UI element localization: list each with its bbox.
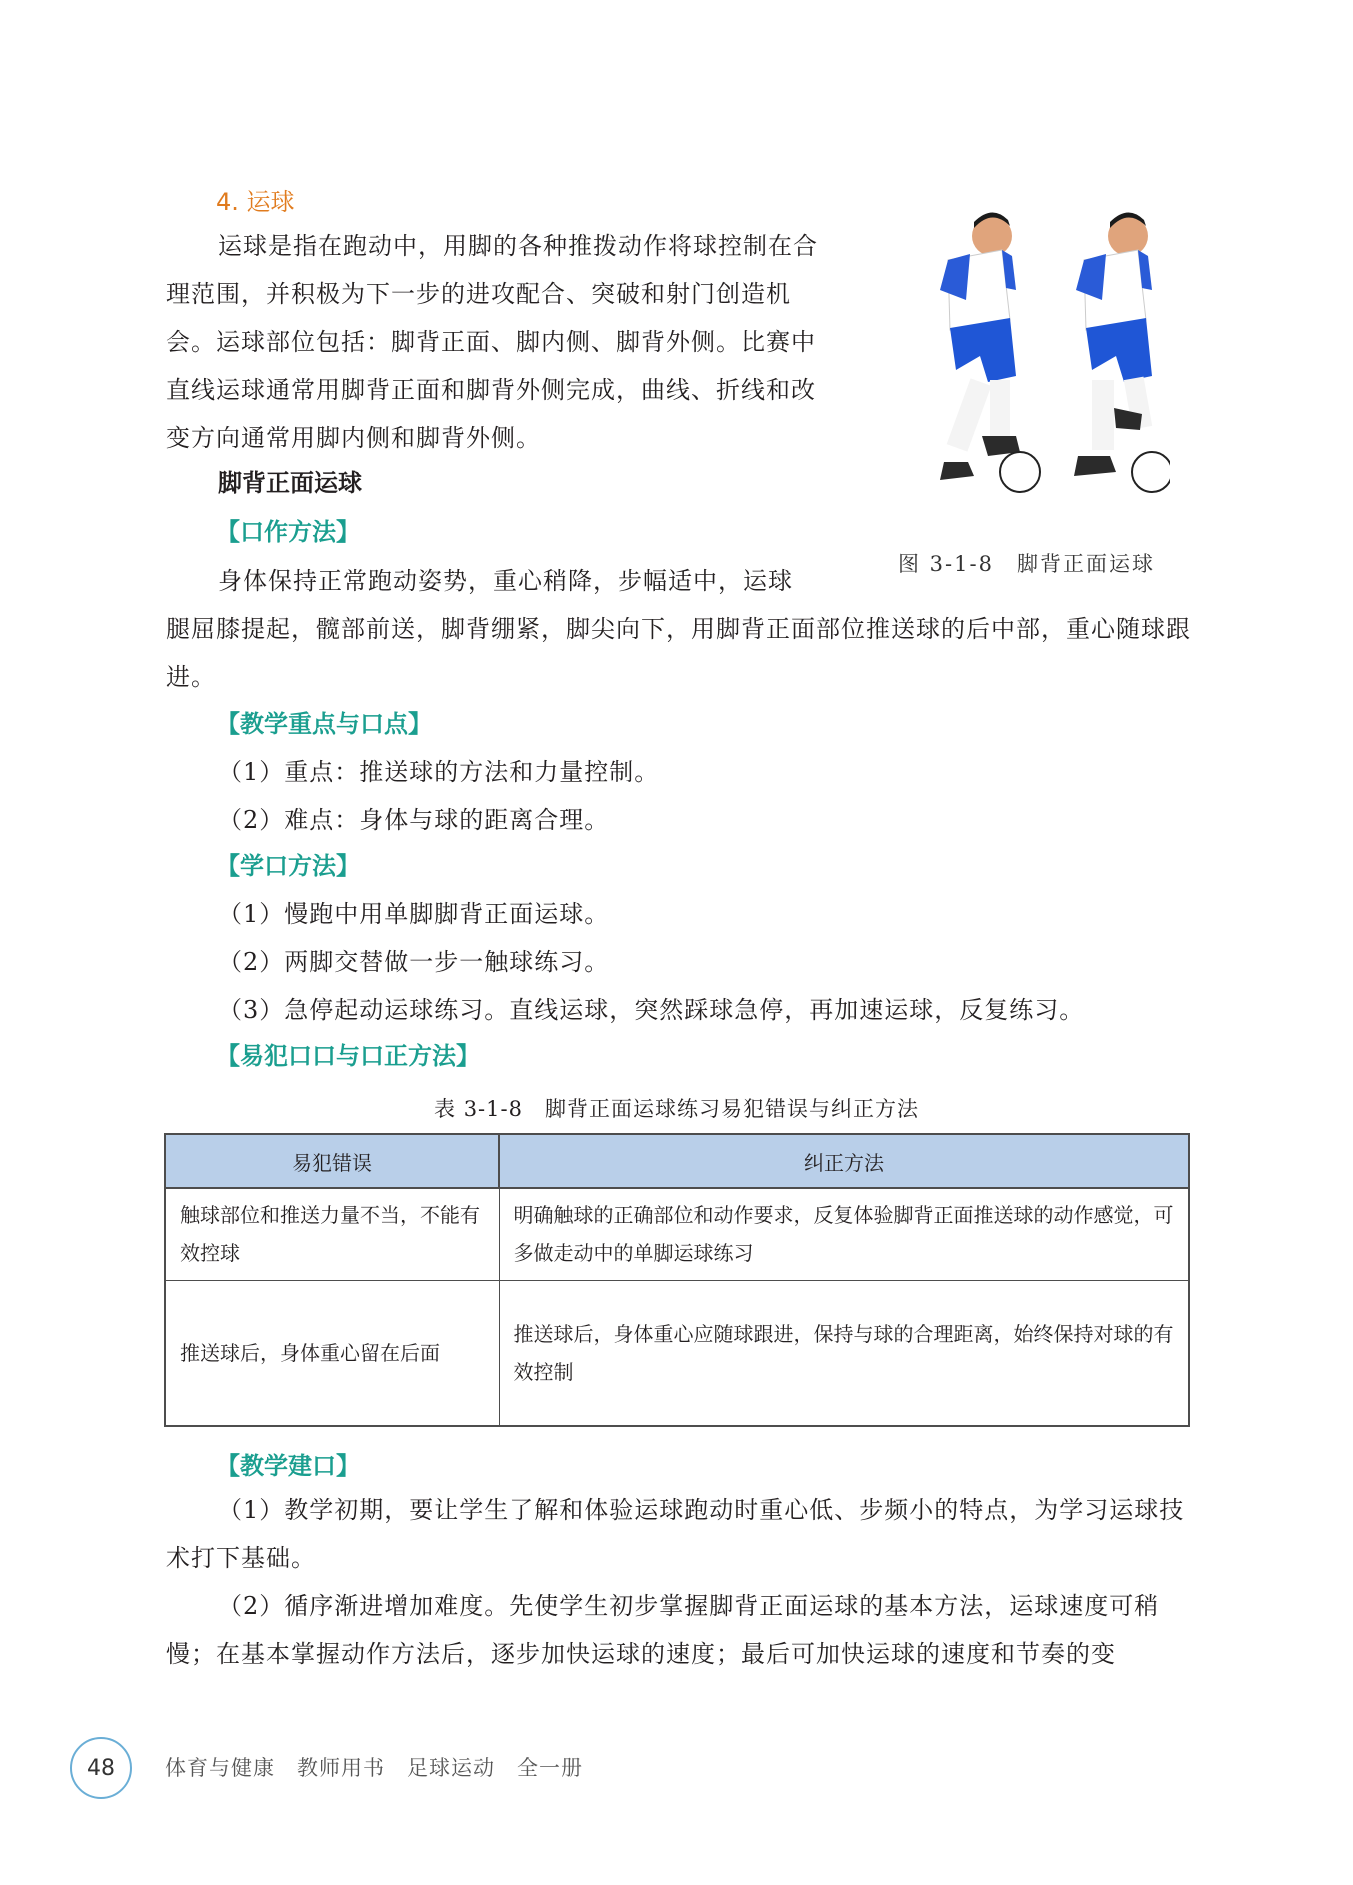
suggestion-heading: 【教学建口】 bbox=[216, 1452, 360, 1480]
table-title: 表 3-1-8 脚背正面运球练习易犯错误与纠正方法 bbox=[434, 1097, 919, 1121]
key-point-item: （2）难点：身体与球的距离合理。 bbox=[218, 806, 610, 834]
player-left-illustration bbox=[940, 212, 1020, 480]
ball-right bbox=[1132, 452, 1170, 492]
table-cell: 推送球后，身体重心应随球跟进，保持与球的合理距离，始终保持对球的有效控制 bbox=[499, 1280, 1189, 1426]
dribbling-figure bbox=[870, 200, 1170, 530]
section-title: 4. 运球 bbox=[216, 188, 295, 216]
figure-caption: 图 3-1-8 脚背正面运球 bbox=[898, 552, 1155, 576]
intro-paragraph: 运球是指在跑动中，用脚的各种推拨动作将球控制在合理范围，并积极为下一步的进攻配合、突破和射门创造机会。运球部位包括：脚背正面、脚内侧、脚背外侧。比赛中直线运球通常用脚背正面和脚背外侧完成，曲线、折线和改变方向通常用脚内侧和脚背外侧。 bbox=[166, 232, 818, 452]
practice-item: （2）两脚交替做一步一触球练习。 bbox=[218, 948, 610, 976]
table-row bbox=[165, 1188, 1189, 1280]
key-points-heading: 【教学重点与口点】 bbox=[216, 710, 432, 738]
suggestion-paragraph: （2）循序渐进增加难度。先使学生初步掌握脚背正面运球的基本方法，运球速度可稍慢；在基本掌握动作方法后，逐步加快运球的速度；最后可加快运球的速度和节奏的变 bbox=[166, 1592, 1160, 1668]
table-header-cell: 易犯错误 bbox=[165, 1134, 499, 1188]
practice-item: （1）慢跑中用单脚脚背正面运球。 bbox=[218, 900, 610, 928]
table-header-row bbox=[165, 1134, 1189, 1188]
table-cell: 明确触球的正确部位和动作要求，反复体验脚背正面推送球的动作感觉，可多做走动中的单脚运球练习 bbox=[499, 1188, 1189, 1280]
table-header-cell: 纠正方法 bbox=[499, 1134, 1189, 1188]
method-text-rest: 腿屈膝提起，髋部前送，脚背绷紧，脚尖向下，用脚背正面部位推送球的后中部，重心随球跟进。 bbox=[166, 615, 1191, 691]
ball-left bbox=[1000, 452, 1040, 492]
footer-book-title: 体育与健康 教师用书 足球运动 全一册 bbox=[165, 1756, 583, 1780]
key-point-item: （1）重点：推送球的方法和力量控制。 bbox=[218, 758, 660, 786]
practice-heading: 【学口方法】 bbox=[216, 852, 360, 880]
method-text-first-line: 身体保持正常跑动姿势，重心稍降，步幅适中，运球 bbox=[218, 567, 793, 595]
error-correction-table bbox=[164, 1133, 1190, 1427]
player-right-illustration bbox=[1074, 212, 1152, 476]
method-heading: 【口作方法】 bbox=[216, 518, 360, 546]
page-number: 48 bbox=[70, 1737, 132, 1799]
table-cell: 触球部位和推送力量不当，不能有效控球 bbox=[165, 1188, 499, 1280]
table-row bbox=[165, 1280, 1189, 1426]
suggestion-paragraph: （1）教学初期，要让学生了解和体验运球跑动时重心低、步频小的特点，为学习运球技术打下基础。 bbox=[166, 1496, 1185, 1572]
practice-item: （3）急停起动运球练习。直线运球，突然踩球急停，再加速运球，反复练习。 bbox=[218, 996, 1085, 1024]
subsection-title: 脚背正面运球 bbox=[218, 469, 362, 497]
table-cell: 推送球后，身体重心留在后面 bbox=[165, 1280, 499, 1426]
errors-heading: 【易犯口口与口正方法】 bbox=[216, 1042, 480, 1070]
